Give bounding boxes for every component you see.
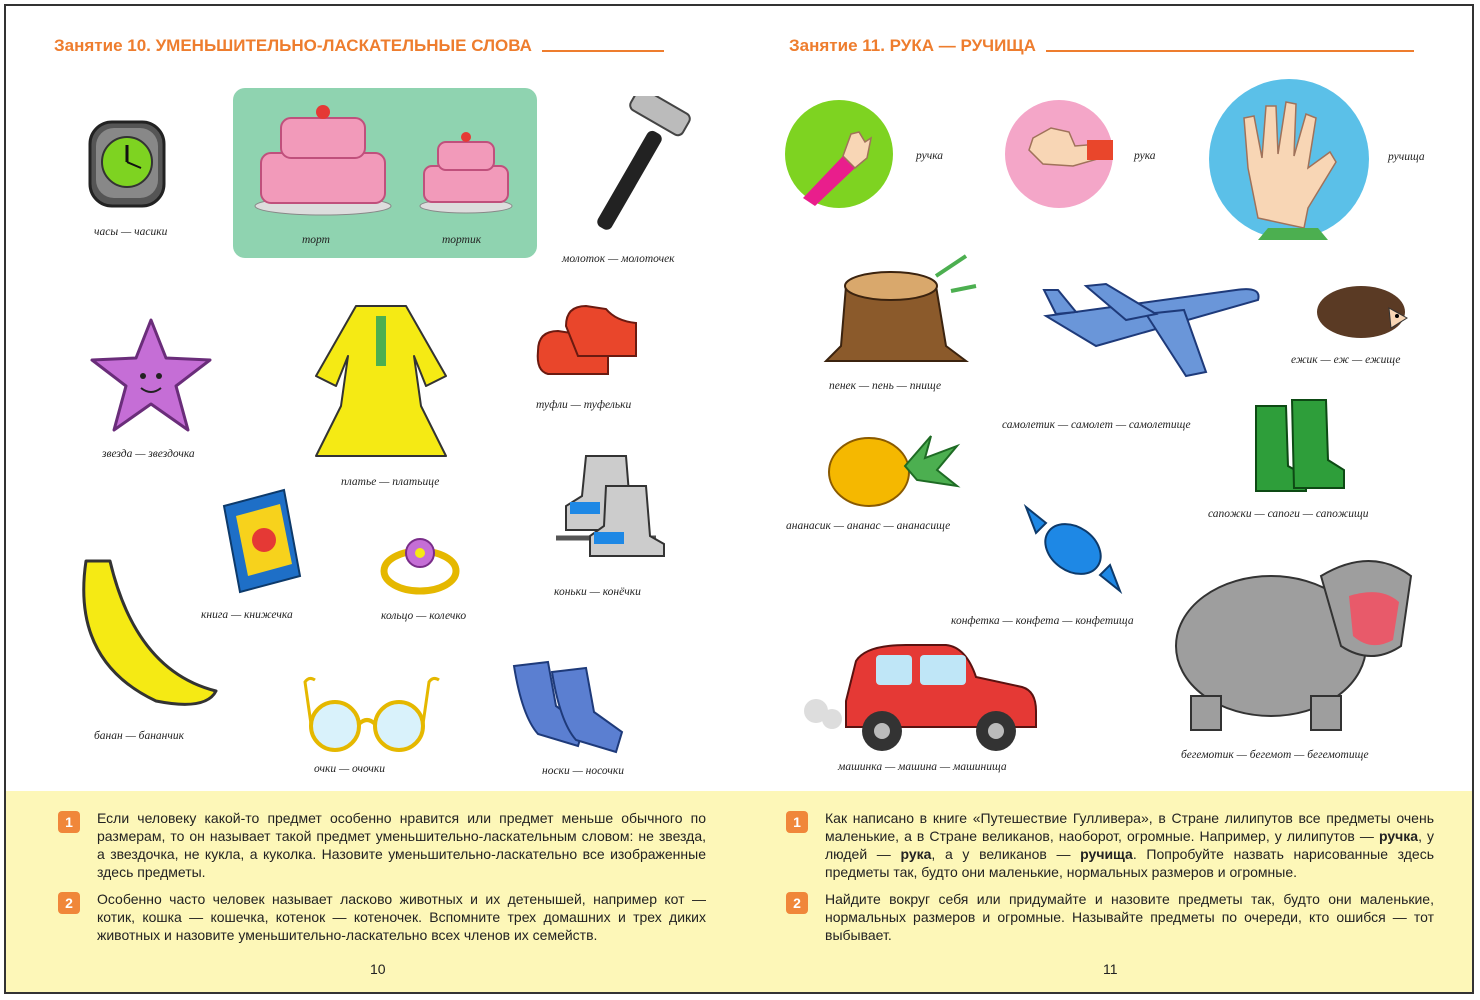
- caption-clock: часы — часики: [94, 226, 168, 238]
- car-icon: [796, 631, 1041, 761]
- task-number: 1: [58, 811, 80, 833]
- pineapple-icon: [821, 416, 961, 511]
- skates-icon: [546, 446, 666, 576]
- task-text: Если человеку какой-то предмет особенно нравится или предмет меньше обычного по размерам, то он называет такой предмет уменьшительно-ласкательным словом: не звезда, а звездочка, не кукла, а куколка. Назовите уменьшительно-ласкательно все изображенные здесь предметы.: [97, 810, 706, 880]
- right-task-2: [786, 890, 1434, 944]
- title-rule: [542, 50, 664, 52]
- hippo-icon: [1171, 536, 1421, 736]
- shoes-icon: [528, 296, 648, 386]
- task-number: 2: [786, 892, 808, 914]
- caption-glasses: очки — очочки: [314, 763, 386, 775]
- ring-icon: [378, 531, 468, 601]
- hand-small-icon: [783, 98, 895, 210]
- cake-big-icon: [251, 98, 396, 218]
- caption-book: книга — книжечка: [201, 609, 293, 621]
- caption-hippo: бегемотик — бегемот — бегемотище: [1181, 749, 1369, 761]
- caption-hammer: молоток — молоточек: [562, 253, 675, 265]
- bold-word: рука: [900, 846, 932, 862]
- caption-hand-big: ручища: [1388, 151, 1425, 163]
- left-task-1: [58, 809, 706, 881]
- plane-icon: [1036, 276, 1271, 391]
- page-number-left: 10: [370, 961, 386, 977]
- caption-pineapple: ананасик — ананас — ананасище: [786, 520, 951, 532]
- left-page-title: Занятие 10. УМЕНЬШИТЕЛЬНО-ЛАСКАТЕЛЬНЫЕ СЛОВА: [54, 36, 664, 56]
- caption-shoes: туфли — туфельки: [536, 399, 632, 411]
- task-number: 2: [58, 892, 80, 914]
- banana-icon: [66, 551, 226, 716]
- task-number: 1: [786, 811, 808, 833]
- caption-hand-small: ручка: [916, 150, 944, 162]
- book-icon: [214, 486, 309, 596]
- caption-car: машинка — машина — машинища: [838, 761, 1007, 773]
- dress-icon: [296, 296, 466, 466]
- glasses-icon: [301, 674, 441, 754]
- hammer-icon: [586, 96, 696, 236]
- socks-icon: [504, 656, 634, 756]
- task-text: Особенно часто человек называет ласково животных и их детенышей, например кот — котик, кошка — кошечка, котенок — котеночек. Вспомните трех домашних и трех диких животных и назовите уменьшительно-ласкательно всех членов их семейств.: [97, 891, 706, 943]
- caption-cake-big: торт: [302, 234, 330, 246]
- hand-mid-icon: [1003, 98, 1115, 210]
- caption-ring: кольцо — колечко: [381, 610, 467, 622]
- caption-stump: пенек — пень — пнище: [829, 380, 942, 392]
- caption-hand-mid: рука: [1134, 150, 1156, 162]
- caption-banana: банан — бананчик: [94, 730, 184, 742]
- caption-candy: конфетка — конфета — конфетища: [951, 615, 1134, 627]
- task-text: Как написано в книге «Путешествие Гулливера», в Стране лилипутов все предметы очень маленькие, а в Стране великанов, наоборот, огромные. Например, у лилипутов — ручка, у людей — рука, а у великанов — ручища. Попробуйте назвать нарисованные здесь предметы так, будто они маленькие, нормальных размеров и огромные.: [825, 810, 1435, 880]
- candy-icon: [1016, 501, 1131, 596]
- title-rule: [1046, 50, 1414, 52]
- task-text: Найдите вокруг себя или придумайте и назовите предметы так, будто они маленькие, нормальных размеров и огромные. Называйте предметы по очереди, кто ошибся — тот выбывает.: [825, 891, 1434, 943]
- caption-boots: сапожки — сапоги — сапожищи: [1208, 508, 1369, 520]
- page-number-right: 11: [1103, 961, 1118, 977]
- caption-dress: платье — платьице: [341, 476, 440, 488]
- caption-cake-small: тортик: [442, 234, 482, 246]
- textbook-spread: [4, 4, 1474, 994]
- stump-icon: [816, 246, 981, 366]
- clock-icon: [86, 118, 168, 210]
- hand-big-icon: [1208, 78, 1370, 240]
- bold-word: ручища: [1080, 846, 1133, 862]
- left-task-2: [58, 890, 706, 944]
- right-task-1: [786, 809, 1434, 881]
- hedgehog-icon: [1311, 278, 1411, 340]
- caption-plane: самолетик — самолет — самолетище: [1002, 419, 1191, 431]
- right-page-title: Занятие 11. РУКА — РУЧИЩА: [789, 36, 1414, 56]
- cake-small-icon: [416, 126, 516, 216]
- boots-icon: [1246, 396, 1346, 496]
- caption-skates: коньки — конёчки: [554, 586, 641, 598]
- star-icon: [86, 316, 216, 436]
- caption-star: звезда — звездочка: [102, 448, 195, 460]
- caption-hedgehog: ежик — еж — ежище: [1291, 354, 1401, 366]
- bold-word: ручка: [1378, 828, 1419, 844]
- caption-socks: носки — носочки: [542, 765, 625, 777]
